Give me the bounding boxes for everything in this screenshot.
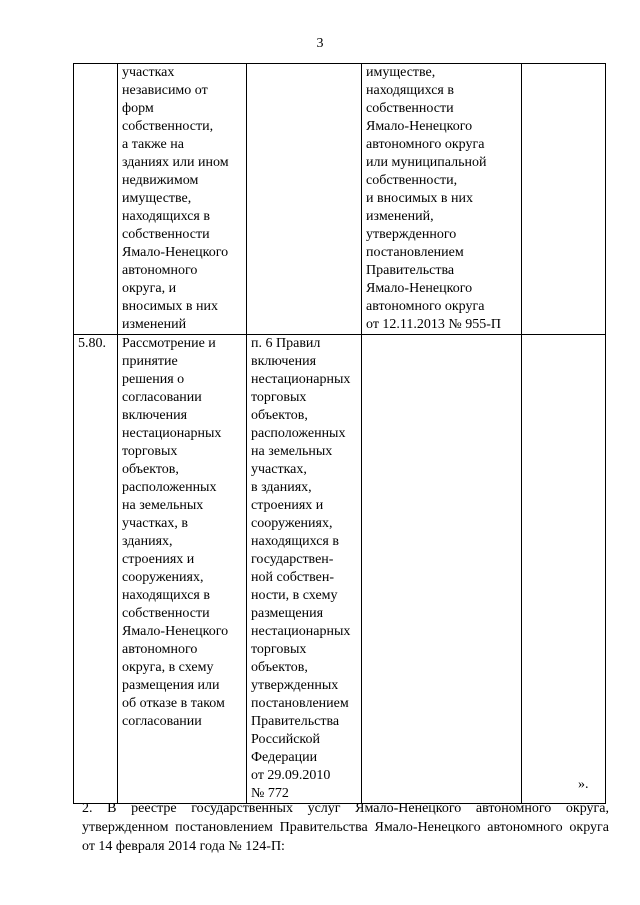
legal-basis: п. 6 Правил включения нестационарных торговых объектов, расположенных на земельных участках, в зданиях, строениях и сооружениях, находящихся в государствен- ной собствен- ности, в схему размещения нестационарных торговых объектов, утвержденных постановлением Правительства Российской Федерации от 29.09.2010 № 772 bbox=[251, 336, 351, 801]
closing-quote: ». bbox=[578, 777, 589, 792]
legal-basis-cell bbox=[247, 335, 362, 804]
regulation: имуществе, находящихся в собственности Ямало-Ненецкого автономного округа или муниципальной собственности, и вносимых в них изменений, утвержденного постановлением Правительства Ямало-Ненецкого автономного округа от 12.11.2013 № 955-П bbox=[366, 65, 502, 332]
service-name: участках независимо от форм собственности, а также на зданиях или ином недвижимом имуществе, находящихся в собственности Ямало-Ненецкого автономного округа, и вносимых в них изменений bbox=[122, 65, 229, 332]
legal-basis-cell bbox=[247, 64, 362, 335]
row-number-cell bbox=[74, 335, 118, 804]
regulation-cell bbox=[362, 64, 522, 335]
table-row bbox=[74, 335, 606, 804]
row-number-cell bbox=[74, 64, 118, 335]
paragraph: 2. В реестре государственных услуг Ямало-Ненецкого автономного округа, утвержденном постановлением Правительства Ямало-Ненецкого автономного округа от 14 февраля 2014 года № 124-П: bbox=[82, 801, 609, 854]
row-number: 5.80. bbox=[78, 336, 106, 351]
service-name-cell bbox=[118, 64, 247, 335]
registry-table bbox=[73, 63, 606, 804]
service-name-cell bbox=[118, 335, 247, 804]
page-number: 3 bbox=[316, 36, 324, 51]
extra-cell bbox=[522, 335, 606, 804]
extra-cell bbox=[522, 64, 606, 335]
table-row bbox=[74, 64, 606, 335]
service-name: Рассмотрение и принятие решения о согласовании включения нестационарных торговых объектов, расположенных на земельных участках, в зданиях, строениях и сооружениях, находящихся в собственности Ямало-Ненецкого автономного округа, в схему размещения или об отказе в таком согласовании bbox=[122, 336, 229, 729]
regulation-cell bbox=[362, 335, 522, 804]
